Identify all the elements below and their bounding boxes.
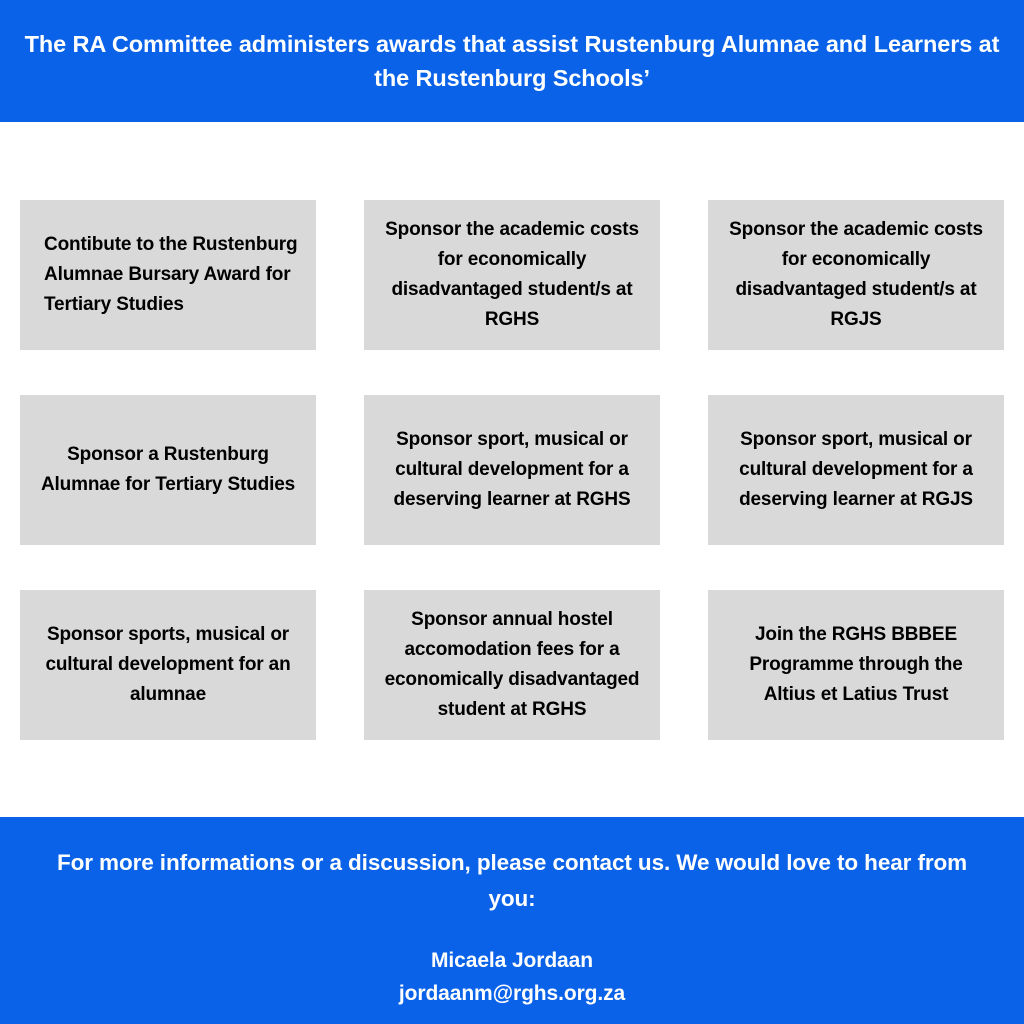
award-card-development-rghs xyxy=(364,395,660,545)
award-card-hostel-fees xyxy=(364,590,660,740)
award-card-bursary-award xyxy=(20,200,316,350)
award-card-alumnae-tertiary-studies xyxy=(20,395,316,545)
awards-grid xyxy=(20,200,1004,740)
page-title: The RA Committee administers awards that assist Rustenburg Alumnae and Learners at the Rustenburg Schools’ xyxy=(24,30,1000,91)
award-card-label: Sponsor the academic costs for economically disadvantaged student/s at RGJS xyxy=(729,219,983,330)
footer-banner xyxy=(0,817,1024,1024)
award-card-label: Contibute to the Rustenburg Alumnae Bursary Award for Tertiary Studies xyxy=(44,234,298,315)
header-banner xyxy=(0,0,1024,122)
award-card-label: Sponsor the academic costs for economically disadvantaged student/s at RGHS xyxy=(385,219,639,330)
contact-name: Micaela Jordaan xyxy=(431,949,593,972)
contact-email[interactable]: jordaanm@rghs.org.za xyxy=(398,981,626,1005)
award-card-label: Sponsor sports, musical or cultural development for an alumnae xyxy=(45,624,291,705)
award-card-label: Sponsor sport, musical or cultural development for a deserving learner at RGJS xyxy=(739,429,973,510)
award-card-label: Sponsor a Rustenburg Alumnae for Tertiary Studies xyxy=(40,444,296,495)
award-card-label: Sponsor sport, musical or cultural development for a deserving learner at RGHS xyxy=(393,429,631,510)
award-card-label: Join the RGHS BBBEE Programme through the Altius et Latius Trust xyxy=(749,624,963,705)
award-card-academic-costs-rgjs xyxy=(708,200,1004,350)
contact-block xyxy=(399,945,625,1010)
awards-section xyxy=(0,122,1024,817)
award-card-bbbee-programme xyxy=(708,590,1004,740)
award-card-development-rgjs xyxy=(708,395,1004,545)
award-card-development-alumnae xyxy=(20,590,316,740)
footer-lead-text: For more informations or a discussion, please contact us. We would love to hear from you: xyxy=(56,850,968,911)
award-card-label: Sponsor annual hostel accomodation fees for a economically disadvantaged student at RGHS xyxy=(384,609,640,720)
award-card-academic-costs-rghs xyxy=(364,200,660,350)
